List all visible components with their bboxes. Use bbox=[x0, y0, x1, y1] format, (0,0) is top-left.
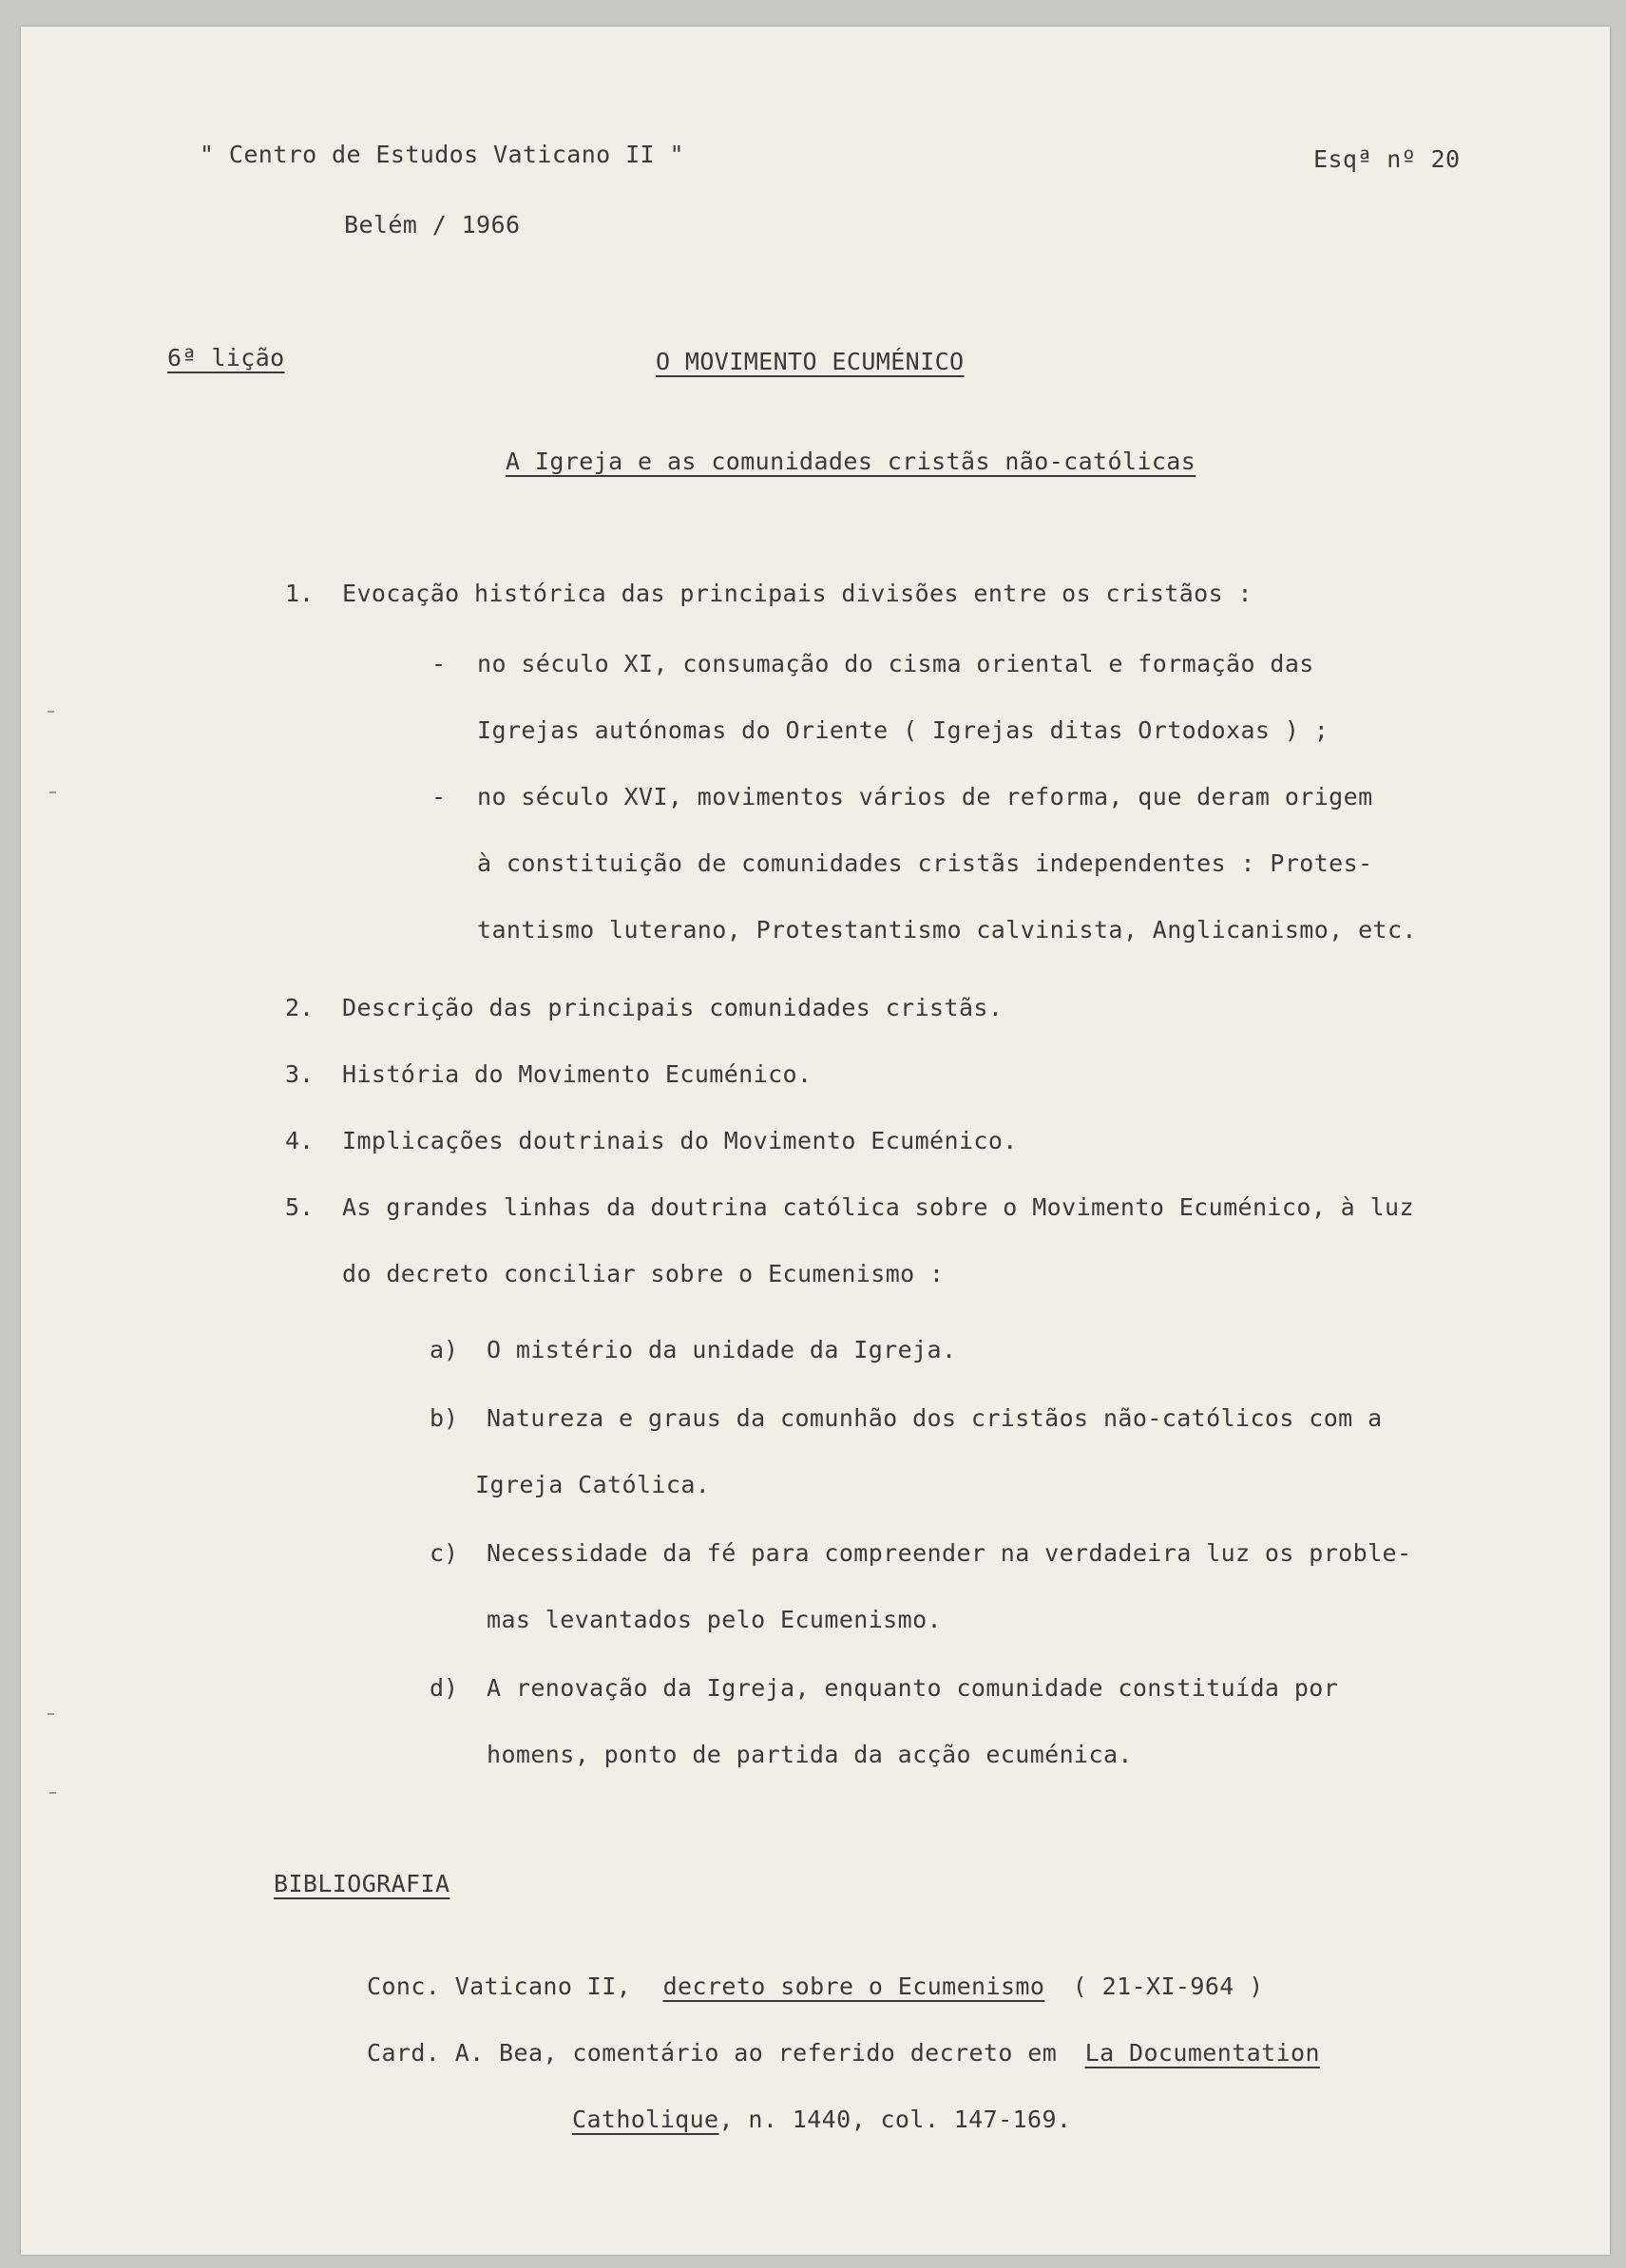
dash-marker: - bbox=[431, 783, 447, 810]
bibliography-entry-continued bbox=[572, 2107, 1071, 2131]
subitem-line: mas levantados pelo Ecumenismo. bbox=[487, 1606, 942, 1633]
letter-marker: b) bbox=[430, 1404, 459, 1432]
item-text: Implicações doutrinais do Movimento Ecuménico. bbox=[342, 1127, 1018, 1154]
margin-mark bbox=[49, 1792, 56, 1794]
document-page bbox=[21, 27, 1610, 2255]
scheme-number: Esqª nº 20 bbox=[1313, 145, 1461, 173]
institute-name: " Centro de Estudos Vaticano II " bbox=[200, 141, 684, 168]
subitem-line: Natureza e graus da comunhão dos cristãos não-católicos com a bbox=[487, 1404, 1383, 1432]
bibliography-entry bbox=[367, 2041, 1320, 2065]
letter-marker: d) bbox=[430, 1674, 459, 1702]
item-text: Descrição das principais comunidades cristãs. bbox=[342, 994, 1004, 1021]
lesson-label: 6ª lição bbox=[167, 344, 285, 372]
item-number: 2. bbox=[285, 994, 315, 1021]
subitem-line: homens, ponto de partida da acção ecuménica. bbox=[487, 1741, 1133, 1768]
letter-marker: a) bbox=[430, 1336, 459, 1363]
subitem-line: A renovação da Igreja, enquanto comunidade constituída por bbox=[487, 1674, 1339, 1702]
letter-marker: c) bbox=[430, 1539, 459, 1567]
place-year: Belém / 1966 bbox=[344, 211, 521, 238]
lesson-subtitle: A Igreja e as comunidades cristãs não-católicas bbox=[506, 448, 1196, 475]
lesson-title: O MOVIMENTO ECUMÉNICO bbox=[656, 348, 965, 375]
subitem-line: no século XI, consumação do cisma oriental e formação das bbox=[477, 650, 1314, 677]
ref-title: decreto sobre o Ecumenismo bbox=[662, 1973, 1045, 2000]
item-text: História do Movimento Ecuménico. bbox=[342, 1060, 813, 1088]
ref-prefix: Conc. Vaticano II, bbox=[367, 1973, 632, 2000]
ref-title: La Documentation bbox=[1084, 2039, 1320, 2067]
dash-marker: - bbox=[431, 650, 447, 677]
ref-suffix: ( 21-XI-964 ) bbox=[1072, 1973, 1264, 2000]
item-number: 5. bbox=[285, 1193, 315, 1221]
margin-mark bbox=[49, 791, 56, 793]
item-number: 4. bbox=[285, 1127, 315, 1154]
ref-title: Catholique bbox=[572, 2106, 719, 2133]
subitem-line: O mistério da unidade da Igreja. bbox=[487, 1336, 957, 1363]
ref-suffix: , n. 1440, col. 147-169. bbox=[718, 2106, 1072, 2133]
bibliography-entry bbox=[367, 1974, 1264, 1998]
subitem-line: Igrejas autónomas do Oriente ( Igrejas ditas Ortodoxas ) ; bbox=[477, 716, 1329, 744]
subitem-line: Igreja Católica. bbox=[475, 1471, 711, 1498]
subitem-line: tantismo luterano, Protestantismo calvinista, Anglicanismo, etc. bbox=[477, 916, 1417, 943]
bibliography-heading: BIBLIOGRAFIA bbox=[274, 1870, 450, 1897]
item-text: Evocação histórica das principais divisões entre os cristãos : bbox=[342, 580, 1253, 607]
margin-mark bbox=[48, 711, 54, 713]
item-number: 1. bbox=[285, 580, 315, 607]
item-text: As grandes linhas da doutrina católica sobre o Movimento Ecuménico, à luz bbox=[342, 1193, 1414, 1221]
subitem-line: no século XVI, movimentos vários de reforma, que deram origem bbox=[477, 783, 1373, 810]
item-text: do decreto conciliar sobre o Ecumenismo : bbox=[342, 1260, 945, 1287]
item-number: 3. bbox=[285, 1060, 315, 1088]
subitem-line: Necessidade da fé para compreender na verdadeira luz os proble- bbox=[487, 1539, 1412, 1567]
subitem-line: à constituição de comunidades cristãs independentes : Protes- bbox=[477, 849, 1373, 877]
margin-mark bbox=[48, 1713, 54, 1715]
ref-prefix: Card. A. Bea, comentário ao referido decreto em bbox=[367, 2039, 1058, 2067]
